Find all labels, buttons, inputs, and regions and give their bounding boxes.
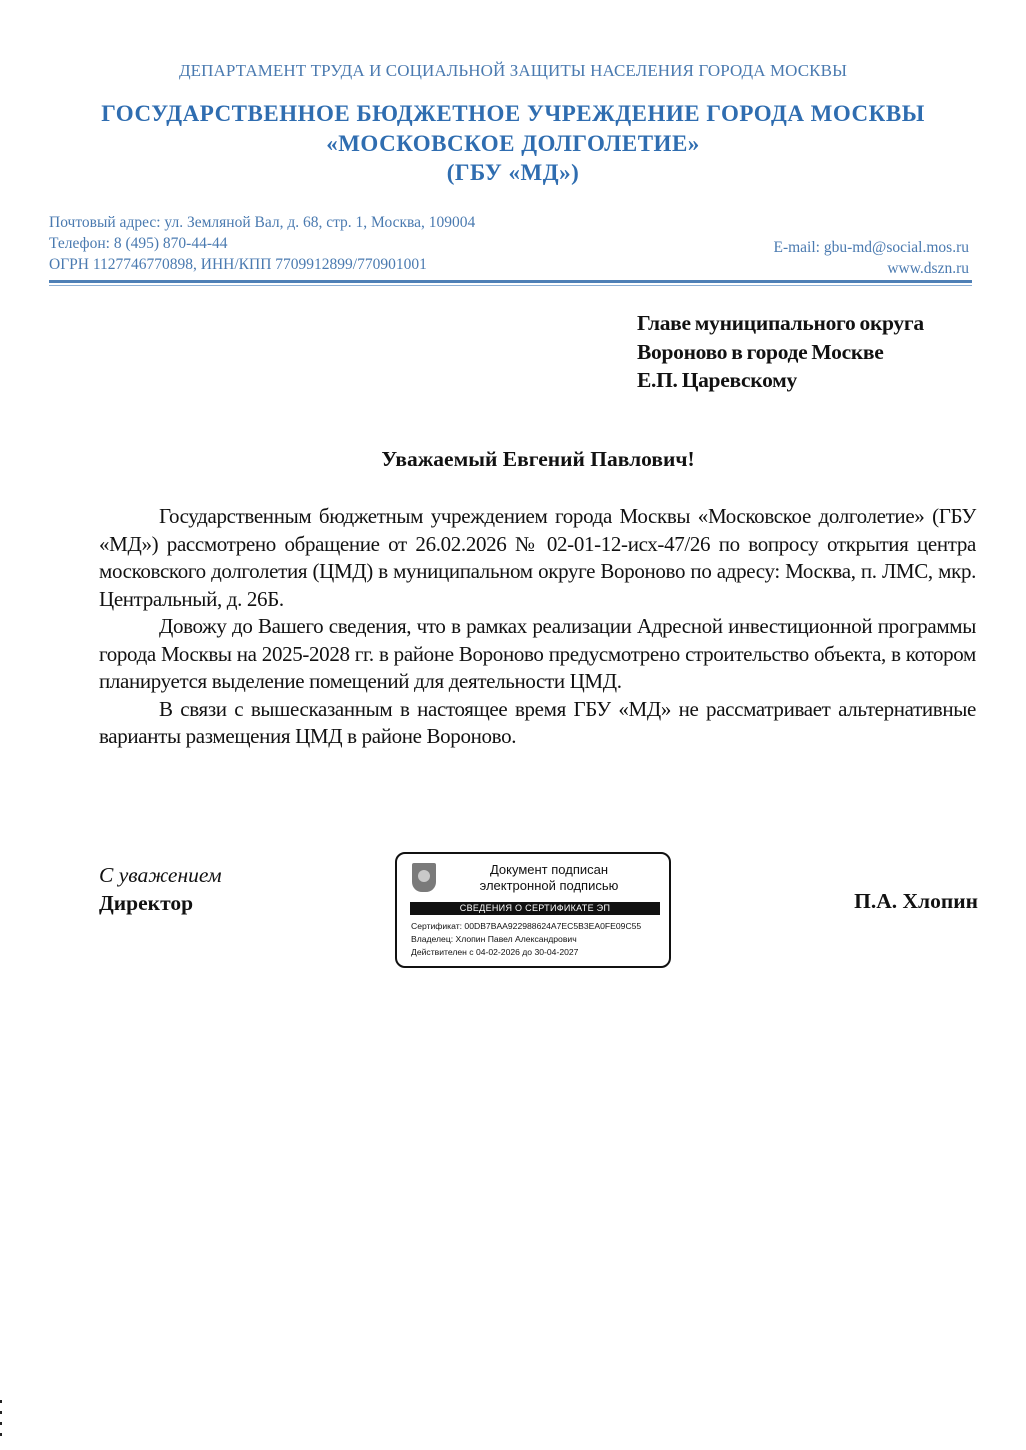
certificate-validity: Действителен с 04-02-2026 до 30-04-2027 <box>411 947 579 957</box>
electronic-signature-stamp <box>395 852 671 968</box>
letter-body <box>99 503 976 751</box>
body-paragraph: В связи с вышесказанным в настоящее время ГБУ «МД» не рассматривает альтернативные варианты размещения ЦМД в районе Вороново. <box>99 696 976 748</box>
stamp-title <box>449 862 649 894</box>
email: E-mail: gbu-md@social.mos.ru <box>773 239 969 256</box>
certificate-info-bar: СВЕДЕНИЯ О СЕРТИФИКАТЕ ЭП <box>410 902 660 915</box>
stamp-title-line: Документ подписан <box>489 862 609 877</box>
addressee-line: Вороново в городе Москве <box>637 339 884 364</box>
certificate-number: Сертификат: 00DB7BAA922988624A7EC5B3EA0FE09C55 <box>411 921 642 931</box>
body-paragraph: Государственным бюджетным учреждением города Москвы «Московское долголетие» (ГБУ «МД») рассмотрено обращение от 26.02.2026 № 02-01-12-исх-47/26 по вопросу открытия центра московского долголетия (ЦМД) в муниципальном округе Вороново по адресу: Москва, п. ЛМС, мкр. Центральный, д. 26Б. <box>99 504 976 611</box>
addressee-line: Е.П. Царевскому <box>637 368 797 392</box>
registration-numbers: ОГРН 1127746770898, ИНН/КПП 7709912899/770901001 <box>49 256 427 273</box>
website: www.dszn.ru <box>887 260 969 277</box>
signer-position: Директор <box>99 891 194 915</box>
certificate-details <box>411 920 641 959</box>
moscow-coat-of-arms-icon <box>412 863 436 892</box>
stamp-title-line: электронной подписью <box>479 878 619 893</box>
greeting: Уважаемый Евгений Павлович! <box>381 447 695 471</box>
organization-name-line2: «МОСКОВСКОЕ ДОЛГОЛЕТИЕ» <box>326 131 700 156</box>
phone: Телефон: 8 (495) 870-44-44 <box>49 235 228 252</box>
organization-name-line1: ГОСУДАРСТВЕННОЕ БЮДЖЕТНОЕ УЧРЕЖДЕНИЕ ГОРОДА МОСКВЫ <box>101 101 925 126</box>
addressee-line: Главе муниципального округа <box>637 311 924 335</box>
header-divider-thick <box>49 280 972 283</box>
department-name: ДЕПАРТАМЕНТ ТРУДА И СОЦИАЛЬНОЙ ЗАЩИТЫ НАСЕЛЕНИЯ ГОРОДА МОСКВЫ <box>178 61 847 80</box>
postal-address: Почтовый адрес: ул. Земляной Вал, д. 68, стр. 1, Москва, 109004 <box>49 214 476 231</box>
addressee-block <box>637 309 924 395</box>
regards: С уважением <box>99 863 222 887</box>
organization-abbreviation: (ГБУ «МД») <box>446 160 580 185</box>
closing-block <box>99 861 222 917</box>
certificate-owner: Владелец: Хлопин Павел Александрович <box>411 934 577 944</box>
signer-name: П.А. Хлопин <box>854 889 978 913</box>
scan-edge-marks <box>0 1400 3 1445</box>
contact-block-left <box>49 212 475 275</box>
header-divider-thin <box>49 285 972 286</box>
body-paragraph: Довожу до Вашего сведения, что в рамках реализации Адресной инвестиционной программы города Москвы на 2025-2028 гг. в районе Вороново предусмотрено строительство объекта, в котором планируется выделение помещений для деятельности ЦМД. <box>99 614 976 693</box>
contact-block-right <box>773 237 969 279</box>
